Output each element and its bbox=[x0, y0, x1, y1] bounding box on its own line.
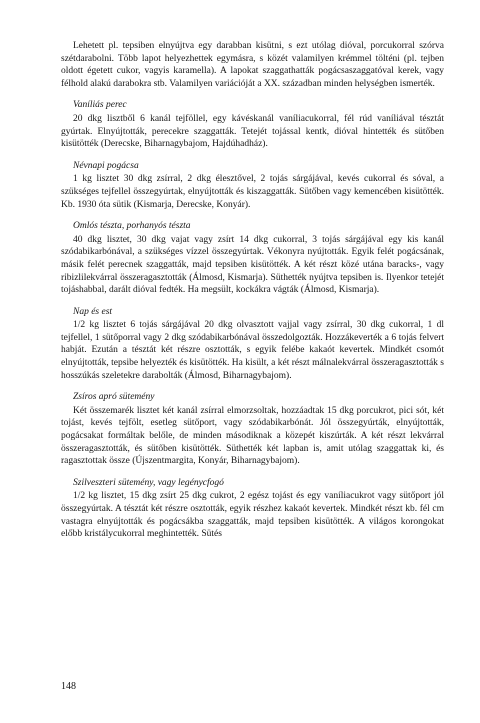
recipe-heading: Szilveszteri sütemény, vagy legénycfogó bbox=[73, 477, 224, 488]
recipe-body: Két összemarék lisztet két kanál zsírral elmorzsoltak, hozzáadtak 15 dkg porcukrot, pici sót, két tojást, kevés tejfölt, esetleg sütőport, vagy szódabikarbónát. Jól összegyúrták, elnyújtották, pogácsakat formáltak belőle, de minden másodiknak a közepét kiszúrták. A két részt lekvárral összeragasztották, és sütőben kisütötték. Süthették két lapban is, amit utólag szaggattak ki, és ragasztottak össze (Újszentmargita, Konyár, Biharnagybajom). bbox=[61, 405, 444, 467]
recipe-section bbox=[61, 306, 444, 383]
page-number: 148 bbox=[61, 681, 76, 692]
recipe-body: 1/2 kg lisztet, 15 dkg zsírt 25 dkg cukrot, 2 egész tojást és egy vaníliacukrot vagy sütőport jól összegyúrtak. A tésztát két részre osztották, egyik részhez kakaót kevertek. Mindkét részt kb. fél cm vastagra elnyújtották és pogácsákba szaggatták, majd tepsiben kisütötték. A világos korongokat előbb kristálycukorral meghintették. Sütés bbox=[61, 491, 444, 540]
recipe-heading: Omlós tészta, porhanyós tészta bbox=[73, 221, 191, 232]
intro-paragraph: Lehetett pl. tepsiben elnyújtva egy darabban kisütni, s ezt utólag dióval, porcukorral szórva szétdarabolni. Több lapot helyezhettek egymásra, s közét valamilyen krémmel tölténi (pl. tejben oldott égetett cukor, vagyis karamella). A lapokat szaggathatták pogácsaszaggatóval kerek, vagy félhold alakú darabokra stb. Valamilyen variációját a XX. században minden helységben ismerték. bbox=[61, 41, 444, 89]
recipe-heading: Zsíros apró sütemény bbox=[73, 392, 155, 403]
recipe-heading: Névnapi pogácsa bbox=[73, 160, 139, 171]
recipe-heading: Nap és est bbox=[73, 306, 113, 317]
recipe-body: 1/2 kg lisztet 6 tojás sárgájával 20 dkg olvasztott vajjal vagy zsírral, 30 dkg cukorral, 1 dl tejfellel, 1 sütőporral vagy 2 dkg szódabikarbónával összedolgozták. Hozzákeverték a 6 tojás felvert habját. Ezután a tésztát két részre osztották, s egyik felébe kakaót kevertek. Mindkét csomót elnyújtották, tepsibe helyezték és kisütötték. Ha kisült, a két részt málnalekvárral összeragasztották s hosszúkás szeletekre darabolták (Álmosd, Biharnagybajom). bbox=[61, 320, 444, 381]
recipe-body: 1 kg lisztet 30 dkg zsírral, 2 dkg élesztővel, 2 tojás sárgájával, kevés cukorral és sóval, a szükséges tejfellel összegyúrtak, elnyújtották és kiszaggatták. Sütőben vagy kemencében kisütötték. Kb. 1930 óta sütik (Kismarja, Derecske, Konyár). bbox=[61, 174, 444, 210]
recipe-body: 20 dkg lisztből 6 kanál tejföllel, egy kávéskanál vaníliacukorral, fél rúd vaníliával tésztát gyúrtak. Elnyújtották, perecekre szaggatták. Tetejét tojással kentk, dióval hintették és sütőben kisütötték (Derecske, Biharnagybajom, Hajdúhadház). bbox=[61, 113, 444, 150]
recipe-section bbox=[61, 99, 444, 150]
recipe-section bbox=[61, 220, 444, 297]
recipe-body: 40 dkg lisztet, 30 dkg vajat vagy zsírt 14 dkg cukorral, 3 tojás sárgájával egy kis kanál szódabikarbónával, a szükséges vízzel összegyúrtak. Vékonyra nyújtották. Egyik felét pogácsának, másik felét perecnek szaggatták, majd tepsiben kisütötték. A két részt közé utána baracks-, vagy ribizlilekvárral összeragasztották (Álmosd, Kismarja). Süthették nyújtva tepsiben is. Ilyenkor tetejét tojáshabbal, darált dióval fedték. Ha megsült, kockákra vágták (Álmosd, Kismarja). bbox=[61, 234, 444, 296]
recipe-section bbox=[61, 391, 444, 468]
recipe-heading: Vaníliás perec bbox=[73, 100, 127, 111]
recipe-section bbox=[61, 160, 444, 211]
recipe-section bbox=[61, 477, 444, 541]
